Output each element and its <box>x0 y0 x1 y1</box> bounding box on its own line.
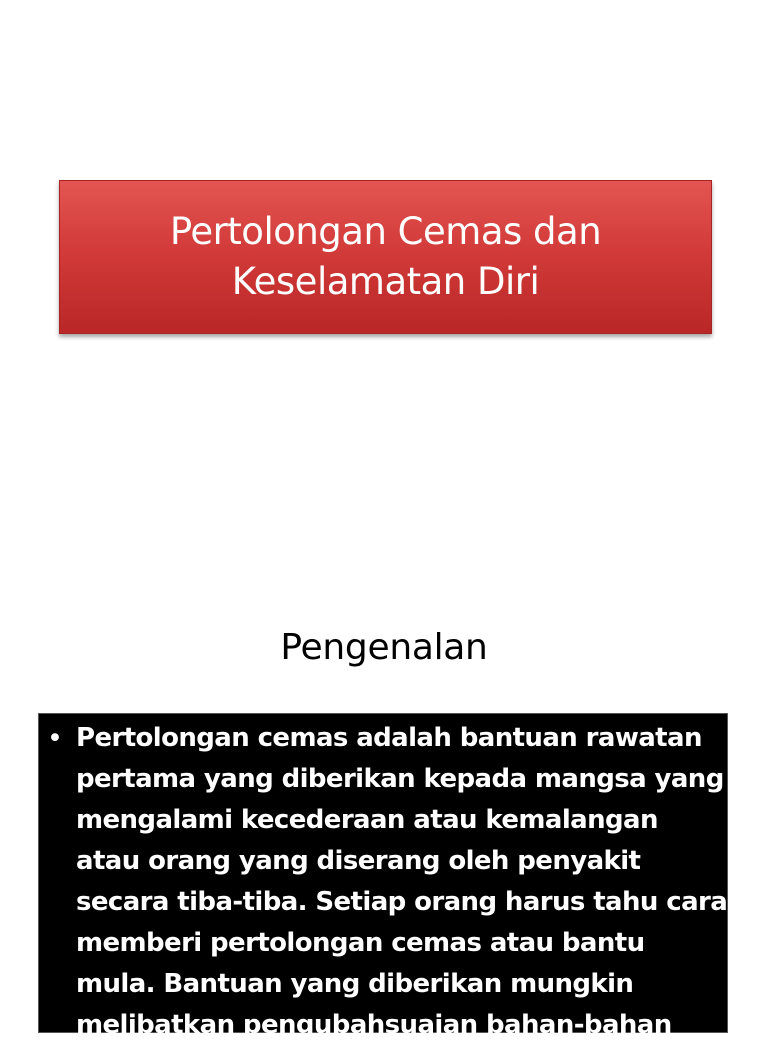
title-box <box>59 180 712 334</box>
content-box <box>38 713 728 1040</box>
bullet-line: secara tiba-tiba. Setiap orang harus tahu cara <box>76 887 728 917</box>
bullet-item <box>47 718 728 1046</box>
content-slide <box>0 512 768 1040</box>
section-heading: Pengenalan <box>280 627 488 668</box>
bullet-line: Pertolongan cemas adalah bantuan rawatan <box>76 723 702 753</box>
bullet-text <box>76 718 727 1046</box>
bullet-line: pertama yang diberikan kepada mangsa yang <box>76 764 724 794</box>
bullet-line: atau orang yang diserang oleh penyakit <box>76 846 641 876</box>
title-slide <box>0 0 768 512</box>
bullet-line: memberi pertolongan cemas atau bantu <box>76 928 645 958</box>
title-line-2: Keselamatan Diri <box>231 260 540 303</box>
bullet-line: mengalami kecederaan atau kemalangan <box>76 805 658 835</box>
bullet-line: melibatkan pengubahsuaian bahan-bahan <box>76 1010 672 1040</box>
bullet-icon: • <box>47 723 63 754</box>
title-line-1: Pertolongan Cemas dan <box>169 210 602 253</box>
bullet-line: mula. Bantuan yang diberikan mungkin <box>76 969 634 999</box>
